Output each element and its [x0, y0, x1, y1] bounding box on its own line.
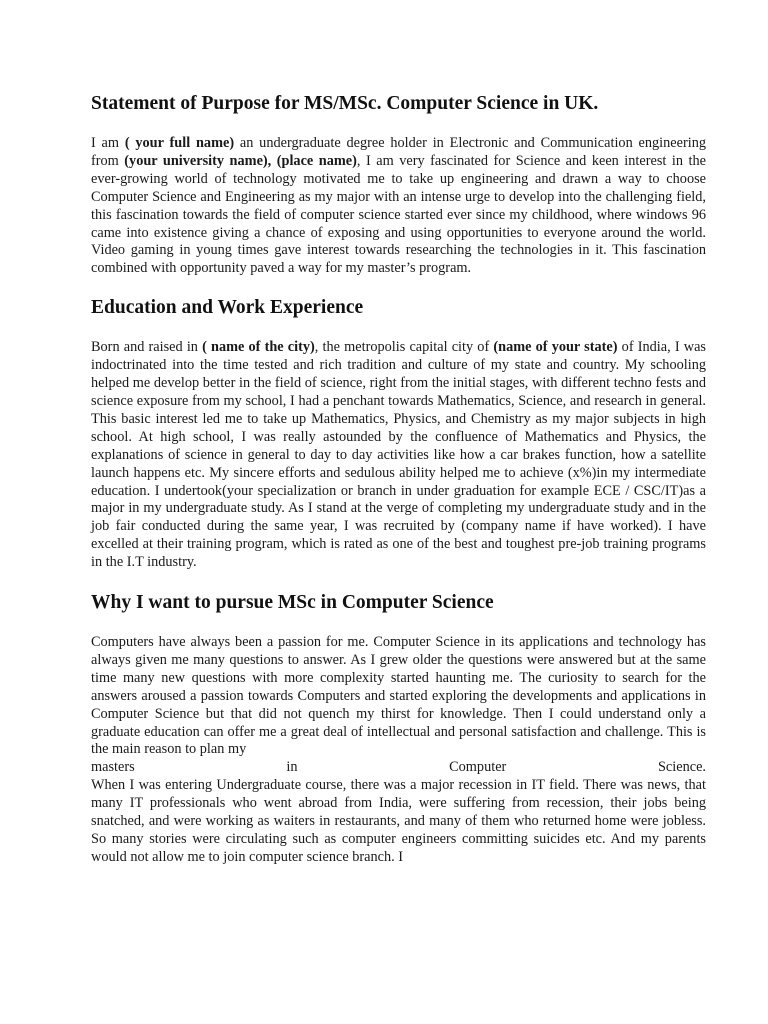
why-word-masters: masters — [91, 759, 135, 776]
education-heading: Education and Work Experience — [91, 297, 364, 319]
placeholder-university: (your university name), (place name) — [124, 152, 357, 169]
why-justified-line — [91, 759, 706, 777]
why-word-in: in — [286, 759, 298, 776]
why-paragraph: Computers have always been a passion for me. Computer Science in its applications and technology has always given me many questions to answer. As I grew older the questions were answered but at the same time many new questions with more complexity started haunting me. The curiosity to search for the answers aroused a passion towards Computers and started exploring the developments and applications in Computer Science but that did not quench my thirst for knowledge. Then I could understand only a graduate education can offer me a great deal of intellectual and personal satisfaction and challenge. This is the main reason to plan my — [91, 634, 706, 758]
intro-text-2: an undergraduate degree holder in Electronic and Communication engineering from — [91, 135, 706, 169]
placeholder-full-name: ( your full name) — [124, 135, 235, 151]
why-heading: Why I want to pursue MSc in Computer Science — [91, 592, 494, 614]
document-title: Statement of Purpose for MS/MSc. Computer Science in UK. — [91, 93, 599, 114]
intro-text-3: , I am very fascinated for Science and keen interest in the ever-growing world of technology motivated me to take up engineering and drawn a way to choose Computer Science and Engineering as my major with an intense urge to develop into the challenging field, this fascination towards the field of computer science started ever since my childhood, where windows 96 came into existence giving a chance of exposing and using opportunities to everyone around the world. Video gaming in young times gave interest towards researching the technologies in it. This fascination combined with opportunity paved a way for my master’s program. — [91, 152, 706, 277]
placeholder-city: ( name of the city) — [202, 339, 315, 356]
intro-text-1: I am — [91, 135, 125, 151]
placeholder-state: (name of your state) — [493, 339, 618, 356]
education-text-1: Born and raised in — [91, 339, 203, 356]
education-text-3: of India, I was indoctrinated into the time tested and rich tradition and culture of my state and country. My schooling helped me develop better in the field of science, right from the initial stages, with different techno fests and science exposure from my school, I had a penchant towards Mathematics, Science, and research in general. This basic interest led me to take up Mathematics, Physics, and Chemistry as my major subjects in high school. At high school, I was really astounded by the confluence of Mathematics and Physics, the explanations of science in general to day to day activities like how a car brakes function, how a satellite launch happens etc. My sincere efforts and sedulous ability helped me to achieve (x%)in my intermediate education. I undertook(your specialization or branch in under graduation for example ECE / CSC/IT)as a major in my undergraduate study. As I stand at the verge of completing my undergraduate study and in the job fair conducted during the same year, I was recruited by (company name if have worked). I have excelled at their training program, which is rated as one of the best and toughest pre-job training programs in the I.T industry. — [91, 339, 706, 571]
why-word-computer: Computer — [449, 759, 507, 776]
why-word-science: Science. — [657, 759, 706, 776]
intro-paragraph — [91, 135, 706, 278]
why-paragraph-continued: When I was entering Undergraduate course, there was a major recession in IT field. There was news, that many IT professionals who went abroad from India, were suffering from recession, their jobs being snatched, and were working as waiters in restaurants, and many of them who returned home were jobless. So many stories were circulating such as computer engineers committing suicides etc. And my parents would not allow me to join computer science branch. I — [91, 777, 706, 865]
education-paragraph — [91, 339, 706, 572]
education-text-2: , the metropolis capital city of — [314, 339, 494, 356]
